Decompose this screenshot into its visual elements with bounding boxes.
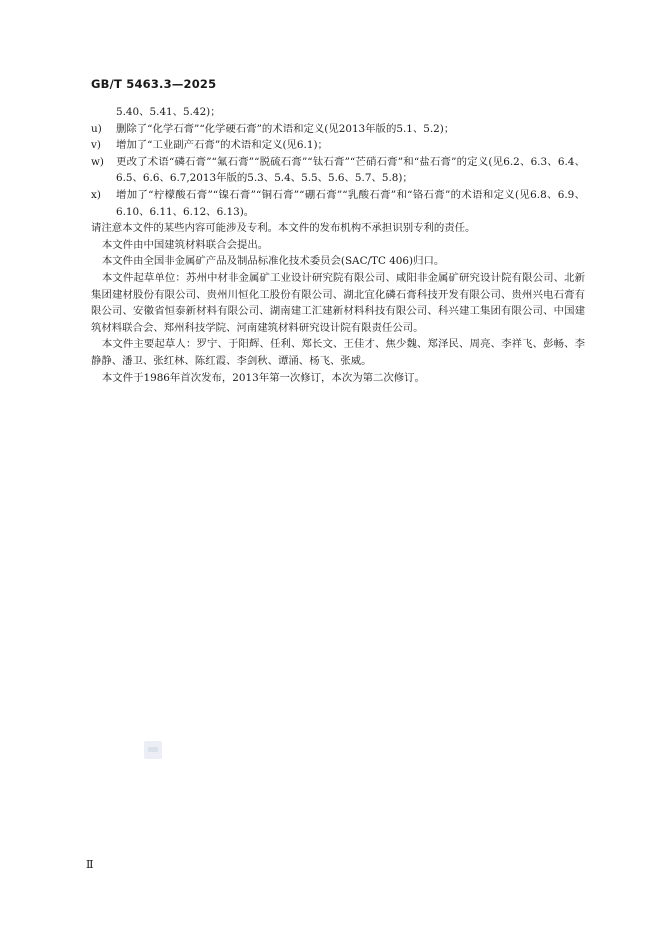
list-item-marker: w) (91, 155, 104, 168)
watermark-stamp-icon (144, 741, 162, 759)
list-item-marker: x) (91, 188, 101, 201)
list-item (91, 187, 585, 220)
list-item-text: 5.40、5.41、5.42)； (116, 106, 221, 118)
list-item-text: 增加了“工业副产石膏”的术语和定义(见6.1)； (116, 139, 328, 152)
list-item (91, 154, 585, 187)
list-item-text: 删除了“化学石膏”“化学硬石膏”的术语和定义(见2013年版的5.1、5.2)； (116, 122, 455, 135)
list-item (91, 121, 585, 138)
list-item (91, 137, 585, 154)
list-item-marker: u) (91, 122, 102, 135)
drafters: 本文件主要起草人：罗宁、于阳辉、任利、郑长文、王佳才、焦少魏、郑泽民、周亮、李祥飞、彭畅、李静静、潘卫、张红林、陈红霞、李剑秋、谭涌、杨飞、张威。 (91, 338, 585, 367)
standard-code: GB/T 5463.3—2025 (91, 77, 217, 91)
page-number: Ⅱ (86, 858, 94, 871)
drafting-units: 本文件起草单位：苏州中材非金属矿工业设计研究院有限公司、咸阳非金属矿研究设计院有限公司、北新集团建材股份有限公司、贵州川恒化工股份有限公司、湖北宜化磷石膏科技开发有限公司、贵州兴电石膏有限公司、安徽省恒泰新材料有限公司、湖南建工汇建新材料科技有限公司、科兴建工集团有限公司、中国建筑材料联合会、郑州科技学院、河南建筑材料研究设计院有限责任公司。 (91, 271, 585, 334)
proposer-statement: 本文件由中国建筑材料联合会提出。 (101, 238, 269, 251)
patent-notice: 请注意本文件的某些内容可能涉及专利。本文件的发布机构不承担识别专利的责任。 (91, 222, 476, 235)
list-item-text: 更改了术语“磷石膏”“氟石膏”“脱硫石膏”“钛石膏”“芒硝石膏”和“盐石膏”的定义(见6.2、6.3、6.4、6.5、6.6、6.7,2013年版的5.3、5.4、5.5、5.6、5.7、5.8)； (116, 155, 585, 185)
committee-statement: 本文件由全国非金属矿产品及制品标准化技术委员会(SAC/TC 406)归口。 (101, 255, 445, 268)
publication-history: 本文件于1986年首次发布，2013年第一次修订，本次为第二次修订。 (101, 371, 425, 384)
list-item (91, 104, 585, 121)
list-item-text: 增加了“柠檬酸石膏”“镍石膏”“铜石膏”“硼石膏”“乳酸石膏”和“铬石膏”的术语和定义(见6.8、6.9、6.10、6.11、6.12、6.13)。 (116, 188, 585, 218)
list-item-marker: v) (91, 139, 101, 152)
document-body (91, 104, 585, 386)
